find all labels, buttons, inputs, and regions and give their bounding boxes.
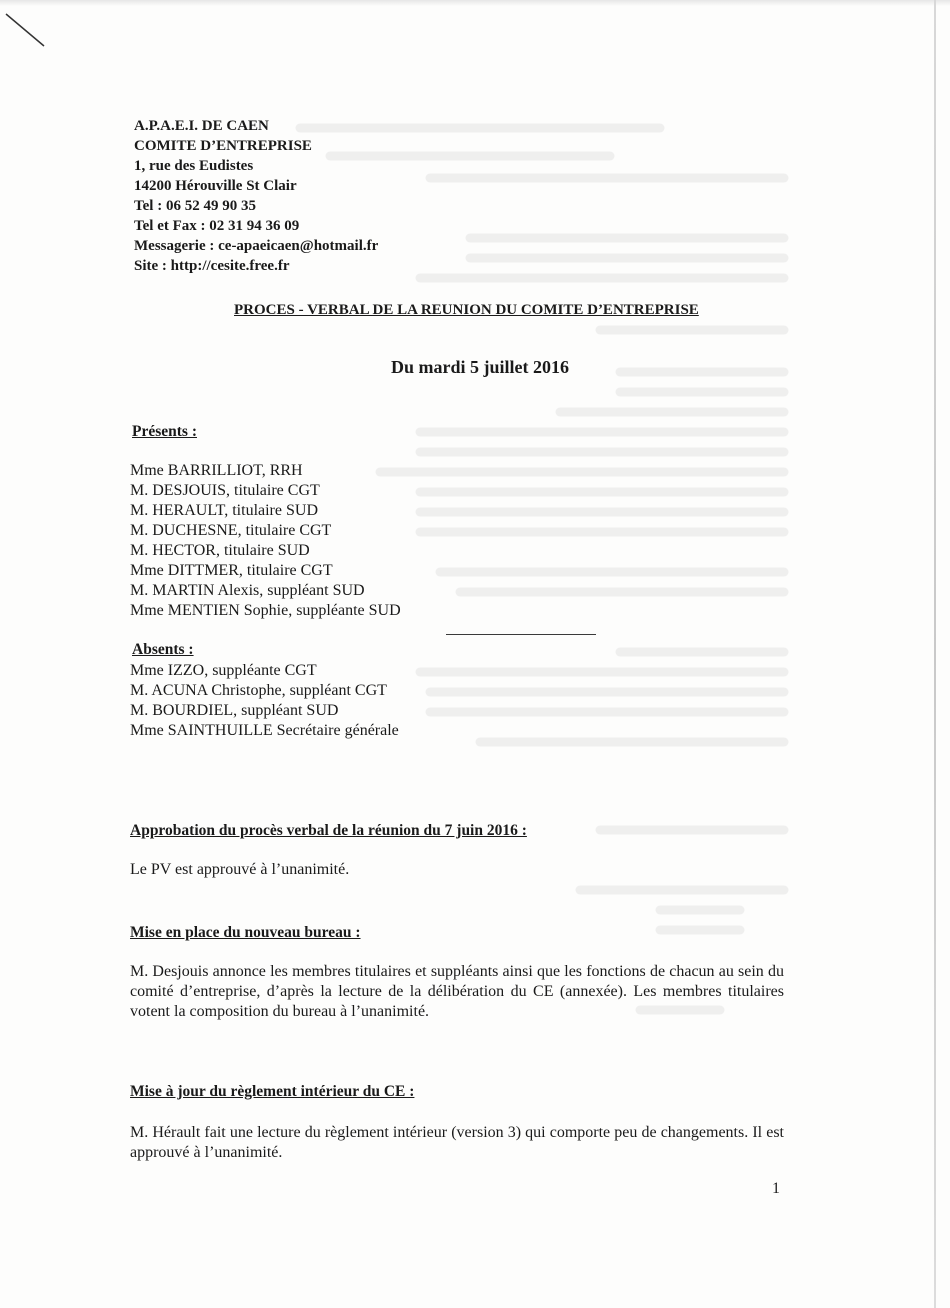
list-item: M. ACUNA Christophe, suppléant CGT bbox=[130, 682, 387, 699]
section-bureau-text: M. Desjouis annonce les membres titulaires et suppléants ainsi que les fonctions de chacun au sein du comité d’entreprise, d’après la lecture de la délibération du CE (annexée). Les membres titulaires votent la composition du bureau à l’unanimité. bbox=[130, 963, 784, 1020]
org-email: Messagerie : ce-apaeicaen@hotmail.fr bbox=[134, 238, 379, 254]
org-name: A.P.A.E.I. DE CAEN bbox=[134, 118, 269, 134]
presents-list bbox=[130, 461, 401, 621]
divider-line bbox=[446, 634, 596, 635]
list-item: Mme IZZO, suppléante CGT bbox=[130, 662, 317, 679]
list-item: Mme SAINTHUILLE Secrétaire générale bbox=[130, 722, 399, 739]
list-item: Mme DITTMER, titulaire CGT bbox=[130, 562, 333, 579]
document-title: PROCES - VERBAL DE LA REUNION DU COMITE D’ENTREPRISE bbox=[234, 302, 699, 318]
page-number: 1 bbox=[772, 1180, 780, 1197]
list-item: M. MARTIN Alexis, suppléant SUD bbox=[130, 582, 365, 599]
org-phone: Tel : 06 52 49 90 35 bbox=[134, 198, 256, 214]
section-approval-text: Le PV est approuvé à l’unanimité. bbox=[130, 861, 350, 878]
list-item: Mme MENTIEN Sophie, suppléante SUD bbox=[130, 602, 401, 619]
section-bureau-heading: Mise en place du nouveau bureau : bbox=[130, 924, 361, 941]
list-item: Mme BARRILLIOT, RRH bbox=[130, 462, 303, 479]
org-phone-fax: Tel et Fax : 02 31 94 36 09 bbox=[134, 218, 300, 234]
section-approval-heading: Approbation du procès verbal de la réunion du 7 juin 2016 : bbox=[130, 822, 527, 839]
org-department: COMITE D’ENTREPRISE bbox=[134, 138, 312, 154]
absents-heading: Absents : bbox=[132, 641, 194, 658]
org-website: Site : http://cesite.free.fr bbox=[134, 258, 290, 274]
org-street: 1, rue des Eudistes bbox=[134, 158, 254, 174]
section-reglement-heading: Mise à jour du règlement intérieur du CE : bbox=[130, 1083, 415, 1100]
section-reglement-text: M. Hérault fait une lecture du règlement intérieur (version 3) qui comporte peu de changements. Il est approuvé à l’unanimité. bbox=[130, 1124, 784, 1161]
list-item: M. HECTOR, titulaire SUD bbox=[130, 542, 310, 559]
letterhead bbox=[134, 116, 378, 276]
list-item: M. DESJOUIS, titulaire CGT bbox=[130, 482, 320, 499]
meeting-date: Du mardi 5 juillet 2016 bbox=[391, 357, 569, 377]
org-city: 14200 Hérouville St Clair bbox=[134, 178, 297, 194]
list-item: M. BOURDIEL, suppléant SUD bbox=[130, 702, 339, 719]
list-item: M. DUCHESNE, titulaire CGT bbox=[130, 522, 332, 539]
absents-list bbox=[130, 661, 399, 741]
list-item: M. HERAULT, titulaire SUD bbox=[130, 502, 318, 519]
presents-heading: Présents : bbox=[132, 423, 197, 440]
